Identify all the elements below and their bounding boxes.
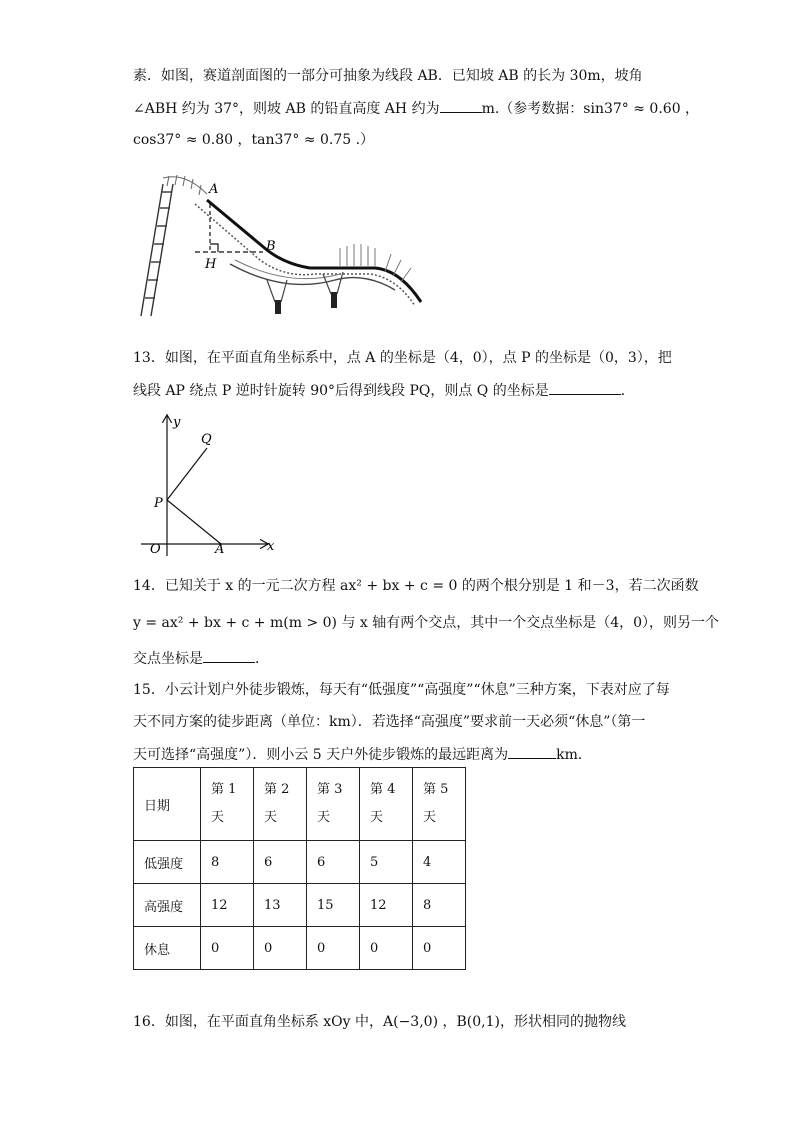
table-row [134, 884, 466, 927]
table-header-label: 日期 [134, 768, 201, 841]
q16-line-1: 16．如图，在平面直角坐标系 xOy 中，A(−3,0) ，B(0,1)，形状相同的抛物线 [133, 1014, 626, 1030]
answer-blank [508, 744, 556, 759]
table-cell: 6 [254, 841, 307, 884]
day-header: 第 2 天 [254, 768, 307, 841]
q15-line-3-text: 天可选择“高强度”）．则小云 5 天户外徒步锻炼的最远距离为 [133, 747, 509, 763]
table-row [134, 841, 466, 884]
answer-blank [203, 648, 255, 663]
table-cell: 8 [413, 884, 466, 927]
day-header: 第 1 天 [201, 768, 254, 841]
q15-line-1: 15．小云计划户外徒步锻炼，每天有“低强度”“高强度”“休息”三种方案，下表对应了每 [133, 682, 670, 698]
label-O: O [150, 542, 161, 557]
q12-line-1: 素．如图，赛道剖面图的一部分可抽象为线段 AB．已知坡 AB 的长为 30m，坡角 [133, 68, 643, 84]
table-row [134, 927, 466, 970]
segment-PA [167, 500, 221, 544]
table-cell: 12 [201, 884, 254, 927]
row-label: 高强度 [134, 884, 201, 927]
label-x: x [267, 539, 275, 554]
day-header: 第 3 天 [307, 768, 360, 841]
table-cell: 6 [307, 841, 360, 884]
day-header: 第 4 天 [360, 768, 413, 841]
q14-line-1: 14．已知关于 x 的一元二次方程 ax² + bx + c = 0 的两个根分别是 1 和－3，若二次函数 [133, 578, 699, 594]
q13-line-2-end: ． [620, 383, 635, 399]
q15-line-2: 天不同方案的徒步距离（单位：km）．若选择“高强度”要求前一天必须“休息”（第一 [133, 714, 646, 730]
label-H: H [205, 257, 217, 272]
distance-table [133, 767, 466, 970]
q12-line-2-ref: m.（参考数据：sin37° ≈ 0.60 ， [481, 101, 700, 117]
q13-line-1: 13．如图，在平面直角坐标系中，点 A 的坐标是（4，0），点 P 的坐标是（0，3），把 [133, 350, 672, 366]
table-header-row [134, 768, 466, 841]
table-cell: 15 [307, 884, 360, 927]
table-cell: 0 [201, 927, 254, 970]
table-cell: 0 [360, 927, 413, 970]
q12-line-2 [133, 98, 699, 119]
table-cell: 12 [360, 884, 413, 927]
q13-line-2 [133, 380, 635, 401]
q12-line-2-text: ∠ABH 约为 37°，则坡 AB 的铅直高度 AH 约为 [133, 101, 440, 117]
q14-line-3-text: 交点坐标是 [133, 651, 203, 667]
label-B: B [266, 239, 276, 254]
ski-track-figure [135, 168, 435, 318]
q13-line-2-text: 线段 AP 绕点 P 逆时针旋转 90°后得到线段 PQ，则点 Q 的坐标是 [133, 383, 549, 399]
answer-blank [440, 98, 482, 113]
label-A: A [215, 542, 225, 557]
coordinate-figure [135, 410, 285, 560]
table-cell: 13 [254, 884, 307, 927]
table-cell: 0 [254, 927, 307, 970]
label-Q: Q [201, 432, 212, 447]
q15-line-3 [133, 744, 592, 765]
q14-line-3-end: ． [255, 651, 269, 667]
row-label: 低强度 [134, 841, 201, 884]
tower-icon [141, 184, 173, 316]
row-label: 休息 [134, 927, 201, 970]
table-cell: 0 [307, 927, 360, 970]
label-A: A [209, 182, 219, 197]
q14-line-2: y = ax² + bx + c + m(m > 0) 与 x 轴有两个交点，其中一个交点坐标是（4，0），则另一个 [133, 615, 720, 631]
table-cell: 5 [360, 841, 413, 884]
day-header: 第 5 天 [413, 768, 466, 841]
table-cell: 4 [413, 841, 466, 884]
table-cell: 8 [201, 841, 254, 884]
label-P: P [154, 496, 163, 511]
q15-line-3-end: km． [556, 747, 592, 763]
segment-PQ [167, 448, 207, 500]
label-y: y [173, 415, 181, 430]
answer-blank [549, 380, 621, 395]
q14-line-3 [133, 648, 269, 669]
q12-line-3: cos37° ≈ 0.80 ，tan37° ≈ 0.75 .） [133, 132, 375, 148]
table-cell: 0 [413, 927, 466, 970]
